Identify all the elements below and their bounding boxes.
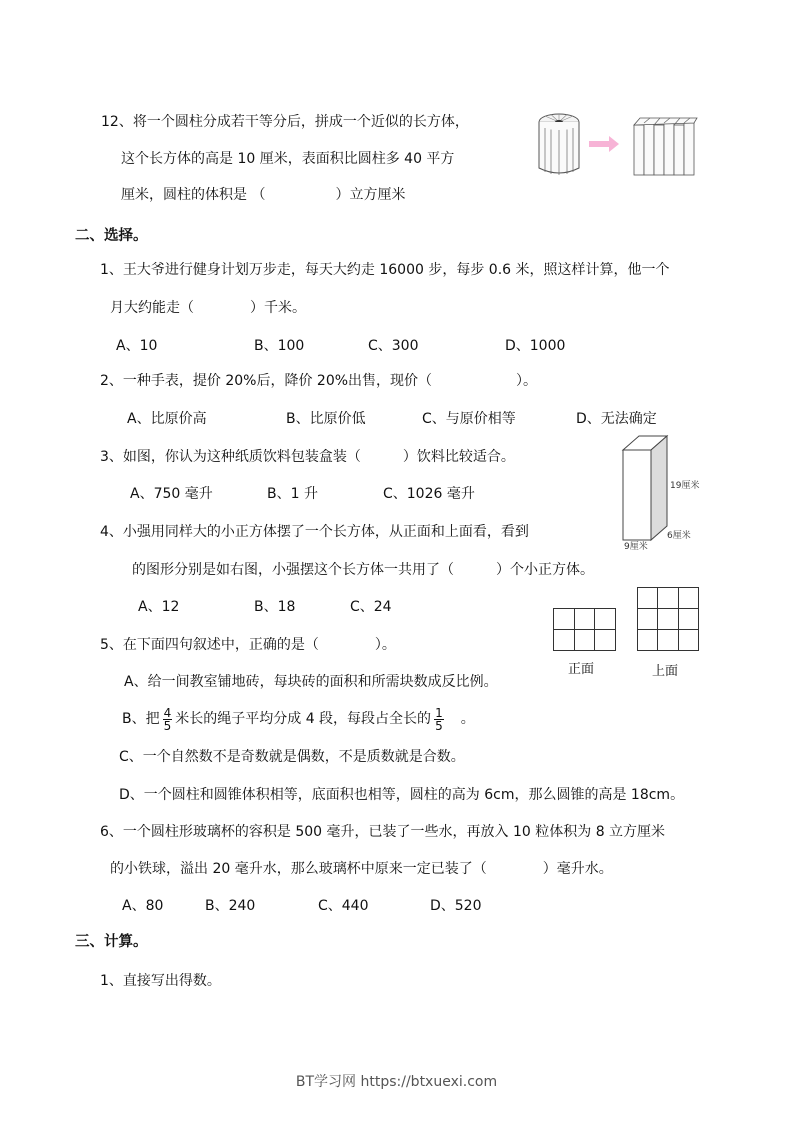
s2-q2-line1: 2、一种手表，提价 20%后，降价 20%出售，现价（ ）。 xyxy=(100,373,538,389)
opt-b-prefix: B、把 xyxy=(122,711,160,727)
opt-b-suffix: 。 xyxy=(460,711,475,727)
top-view-grid xyxy=(637,587,699,651)
s2-q6-option-b: B、240 xyxy=(205,898,256,914)
front-view-grid xyxy=(553,608,616,651)
s2-q2-option-c: C、与原价相等 xyxy=(422,411,516,427)
s2-q4-option-b: B、18 xyxy=(254,599,296,615)
drink-box-figure xyxy=(615,432,715,552)
height-label: 19厘米 xyxy=(670,481,700,491)
q12-line2: 这个长方体的高是 10 厘米，表面积比圆柱多 40 平方 xyxy=(121,151,455,167)
s2-q4-line1: 4、小强用同样大的小正方体摆了一个长方体，从正面和上面看，看到 xyxy=(100,524,529,540)
s2-q6-option-d: D、520 xyxy=(430,898,482,914)
s3-q1: 1、直接写出得数。 xyxy=(100,973,221,989)
s2-q6-option-c: C、440 xyxy=(318,898,369,914)
s2-q3-option-c: C、1026 毫升 xyxy=(383,486,475,502)
s2-q1-option-b: B、100 xyxy=(254,338,305,354)
cylinder-icon xyxy=(537,110,712,180)
footer-watermark: BT学习网 https://btxuexi.com xyxy=(295,1074,498,1090)
s2-q5-line1: 5、在下面四句叙述中，正确的是（ ）。 xyxy=(100,637,396,653)
s2-q6-line2: 的小铁球，溢出 20 毫升水，那么玻璃杯中原来一定已装了（ ）毫升水。 xyxy=(110,861,613,877)
front-view-label: 正面 xyxy=(568,662,595,677)
s2-q5-option-d: D、一个圆柱和圆锥体积相等，底面积也相等，圆柱的高为 6cm，那么圆锥的高是 18cm。 xyxy=(119,787,685,803)
s2-q5-option-b xyxy=(122,706,475,732)
s2-q4-option-c: C、24 xyxy=(350,599,392,615)
s2-q2-option-b: B、比原价低 xyxy=(286,411,366,427)
frac-denominator: 5 xyxy=(435,718,443,733)
cylinder-to-cuboid-figure xyxy=(537,110,712,180)
s2-q5-option-c: C、一个自然数不是奇数就是偶数，不是质数就是合数。 xyxy=(119,749,465,765)
cuboid-icon xyxy=(615,432,675,547)
q12-line3: 厘米，圆柱的体积是 （ ）立方厘米 xyxy=(121,187,406,203)
opt-b-middle: 米长的绳子平均分成 4 段，每段占全长的 xyxy=(175,711,432,727)
frac-denominator: 5 xyxy=(163,718,172,733)
s2-q5-option-a: A、给一间教室铺地砖，每块砖的面积和所需块数成反比例。 xyxy=(124,674,498,690)
top-view-label: 上面 xyxy=(652,664,679,679)
s2-q2-option-d: D、无法确定 xyxy=(576,411,657,427)
s2-q2-option-a: A、比原价高 xyxy=(127,411,207,427)
frac-numerator: 4 xyxy=(163,705,172,720)
s2-q1-option-c: C、300 xyxy=(368,338,419,354)
depth-label: 6厘米 xyxy=(667,531,691,541)
frac-numerator: 1 xyxy=(435,705,443,720)
s2-q1-line2: 月大约能走（ ）千米。 xyxy=(110,300,306,316)
section3-title: 三、计算。 xyxy=(75,934,148,950)
s2-q4-line2: 的图形分别是如右图，小强摆这个长方体一共用了（ ）个小正方体。 xyxy=(132,562,594,578)
fraction-4-5 xyxy=(163,707,173,732)
width-label: 9厘米 xyxy=(624,542,648,552)
s2-q6-line1: 6、一个圆柱形玻璃杯的容积是 500 毫升，已装了一些水，再放入 10 粒体积为 8 立方厘米 xyxy=(100,824,666,840)
q12-line1: 12、将一个圆柱分成若干等分后，拼成一个近似的长方体， xyxy=(101,114,469,130)
s2-q3-option-b: B、1 升 xyxy=(267,486,318,502)
fraction-1-5 xyxy=(434,707,444,732)
s2-q1-line1: 1、王大爷进行健身计划万步走，每天大约走 16000 步，每步 0.6 米，照这样计算，他一个 xyxy=(100,262,670,278)
s2-q3-option-a: A、750 毫升 xyxy=(130,486,213,502)
section2-title: 二、选择。 xyxy=(75,228,148,244)
s2-q1-option-d: D、1000 xyxy=(505,338,566,354)
s2-q4-option-a: A、12 xyxy=(138,599,180,615)
s2-q3-line1: 3、如图，你认为这种纸质饮料包装盒装（ ）饮料比较适合。 xyxy=(100,449,515,465)
s2-q6-option-a: A、80 xyxy=(122,898,164,914)
s2-q1-option-a: A、10 xyxy=(116,338,158,354)
